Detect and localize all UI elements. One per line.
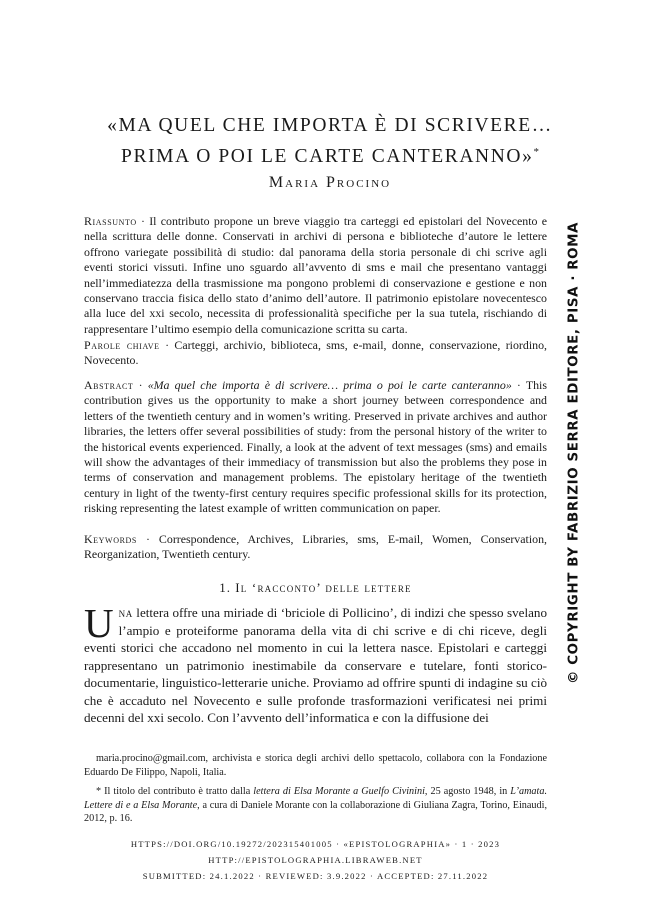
footnotes (84, 752, 547, 832)
copyright-text: © COPYRIGHT BY FABRIZIO SERRA EDITORE, PISA · ROMA (566, 221, 582, 685)
footnote-title-source (84, 785, 547, 826)
copyright-sidebar (560, 218, 588, 688)
abstract-english-separator: · (133, 378, 148, 392)
keywords-english-text: · Correspondence, Archives, Libraries, sms, E-mail, Women, Conservation, Reorganization, Twentieth century. (84, 532, 547, 562)
body-text (84, 600, 547, 727)
drop-cap: U (84, 600, 114, 646)
author-name: Maria Procino (268, 174, 392, 191)
abstract-english-title: «Ma quel che importa è di scrivere… prima o poi le carte canteranno» (147, 378, 512, 392)
body-smallcaps-start: na (118, 605, 133, 620)
title-line-1: «MA QUEL CHE IMPORTA È DI SCRIVERE… (107, 115, 553, 136)
footnote-author: maria.procino@gmail.com, archivista e storica degli archivi dello spettacolo, collabora con la Fondazione Eduardo De Filippo, Napoli, Italia. (84, 753, 547, 778)
body-paragraph: lettera offre una miriade di ‘briciole di Pollicino’, di indizi che spesso svelano l’ampio e proteiforme panorama della vita di chi scrive e di chi riceve, degli eventi storici che accadono nel momento in cui la lettera nasce. Epistolari e carteggi rappresentano un patrimonio inestimabile da conservare e tutelare, fonti storico-documentarie, linguistico-letterarie uniche. Proviamo ad offrire spunti di indagine su ciò che è accaduto nel Novecento e sulle profonde trasformazioni verificatesi nei primi decenni del xxi secolo. Con l’avvento dell’informatica e con la diffusione dei (84, 605, 547, 725)
keywords-italian (84, 338, 547, 369)
abstract-italian (84, 214, 547, 337)
footnote-star-mid: , 25 agosto 1948, in (424, 786, 511, 798)
abstract-english (84, 378, 547, 517)
article-title (60, 112, 600, 170)
page-footer (84, 836, 547, 884)
section-number: 1. (219, 580, 236, 595)
keywords-italian-label: Parole chiave (84, 338, 160, 352)
footer-doi: HTTPS://DOI.ORG/10.19272/202315401005 · «EPISTOLOGRAPHIA» · 1 · 2023 (130, 839, 501, 849)
abstract-english-label: Abstract (84, 378, 134, 392)
abstract-italian-label: Riassunto (84, 214, 137, 228)
footnote-star-italic-1: lettera di Elsa Morante a Guelfo Civinini (253, 786, 425, 798)
footnote-star-italic-2: L’amata. Lettere di e a Elsa Morante (84, 786, 547, 811)
footnote-star-post: , a cura di Daniele Morante con la collaborazione di Giuliana Zagra, Torino, Einaudi, 2012, p. 16. (84, 799, 547, 825)
title-footnote-marker: * (533, 146, 539, 158)
footer-url: HTTP://EPISTOLOGRAPHIA.LIBRAWEB.NET (208, 855, 423, 865)
footnote-star-pre: Il titolo del contributo è tratto dalla (104, 786, 254, 798)
keywords-italian-text: · Carteggi, archivio, biblioteca, sms, e-mail, donne, conservazione, riordino, Novecento. (84, 338, 547, 368)
abstract-english-text: · This contribution gives us the opportunity to make a short journey between correspondence and letters of the twentieth century and in women’s writing. Preserved in private archives and author libraries, the letters offer several possibilities of study: from the personal history of the writer to the historical events experienced. Finally, a look at the advent of text messages (sms) and emails will show the advantages of their immediacy of transmission but also the problems they pose in terms of conservation and management problems. The epistolary heritage of the twentieth century in light of the twenty-first century requires specific professional skills for its protection, risking representing the latest example of written communication on paper. (84, 378, 547, 516)
section-title: Il ‘racconto’ delle lettere (235, 580, 412, 595)
section-heading (84, 580, 547, 596)
title-line-2 (60, 139, 600, 170)
abstract-italian-text: · Il contributo propone un breve viaggio tra carteggi ed epistolari del Novecento e nella scrittura delle donne. Conservati in archivi di persona e biblioteche d’autore le lettere offrono variegate possibilità di studio: dal panorama della storia personale di chi scrive agli eventi storici vissuti. Infine uno sguardo all’avvento di sms e mail che presentano vantaggi nell’immediatezza della trasmissione ma pongono problemi di conservazione e gestione e non conservano traccia fisica dello stato d’animo dell’autore. Il patrimonio epistolare novecentesco alla luce del xxi secolo, necessita di professionalità specifiche per la sua tutela, rischiando di rappresentare l’ultimo esempio della comunicazione scritta su carta. (84, 214, 547, 336)
keywords-english (84, 532, 547, 563)
keywords-english-label: Keywords (84, 532, 137, 546)
footnote-star: * (96, 786, 105, 798)
title-line-2-text: PRIMA O POI LE CARTE CANTERANNO» (121, 146, 534, 167)
footer-dates: SUBMITTED: 24.1.2022 · REVIEWED: 3.9.2022 · ACCEPTED: 27.11.2022 (142, 871, 489, 881)
